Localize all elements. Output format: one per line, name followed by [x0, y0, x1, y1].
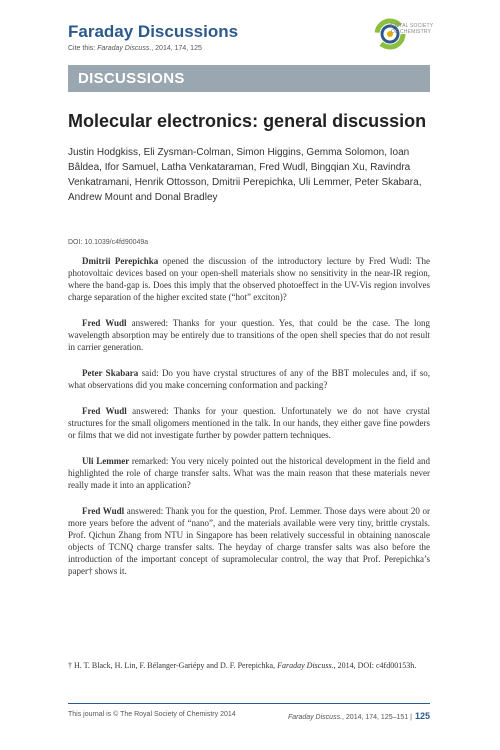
cite-rest: , 2014, 174, 125 [151, 45, 202, 52]
footer-divider [68, 703, 430, 704]
paragraph [68, 255, 430, 303]
footnote-rest: , 2014, DOI: c4fd00153h. [333, 661, 417, 670]
footer-separator: | [410, 714, 412, 721]
paragraph [68, 405, 430, 441]
paragraph-text: remarked: You very nicely pointed out the historical development in the field and highlighted the role of charge transfer salts. What was the main reason that these materials never really made it into an application? [68, 456, 430, 490]
speaker: Dmitrii Perepichka [82, 256, 159, 266]
cite-prefix: Cite this: [68, 45, 96, 52]
speaker: Fred Wudl [82, 506, 125, 516]
paragraph-text: answered: Thanks for your question. Yes, that could be the case. The long wavelength absorption may be entirely due to transitions of the open shell species that do not result in carrier generation. [68, 318, 430, 352]
logo-text-line2: OF CHEMISTRY [391, 29, 432, 35]
doi: DOI: 10.1039/c4fd90049a [68, 239, 149, 246]
cite-journal: Faraday Discuss. [97, 45, 152, 52]
paragraph-text: opened the discussion of the introductory lecture by Fred Wudl: The photovoltaic devices based on your open-shell materials show no sensitivity in the near-IR region, where the band-gap is. Does this imply that the observed photoeffect in the UV-Vis region involves charge separation of the higher excited state (“hot” exciton)? [68, 256, 430, 302]
article-title: Molecular electronics: general discussion [68, 111, 427, 131]
page-number: 125 [414, 711, 430, 721]
section-banner [68, 65, 430, 92]
page-footer [68, 711, 430, 721]
banner-label: DISCUSSIONS [78, 70, 185, 87]
footnote-journal: Faraday Discuss. [277, 661, 334, 670]
paragraph [68, 505, 430, 577]
paragraph-text: answered: Thank you for the question, Prof. Lemmer. Those days were about 20 or more years before the advent of “nano”, and the materials available were very tiny, brittle crystals. Prof. Qichun Zhang from NTU in Singapore has been relatively successful in obtaining nanoscale objects of TCNQ charge transfer salts. The heyday of charge transfer salts was also before the introduction of the important concept of supramolecular control, the way that Prof. Perepichka’s paper† shows it. [68, 506, 430, 576]
speaker: Fred Wudl [82, 406, 127, 416]
footnote-prefix: † H. T. Black, H. Lin, F. Bélanger-Gariépy and D. F. Perepichka, [68, 661, 278, 670]
speaker: Fred Wudl [82, 318, 127, 328]
article-body [68, 255, 430, 591]
footer-citation: , 2014, 174, 125–151 [342, 714, 409, 721]
footer-copyright: This journal is © The Royal Society of Chemistry 2014 [68, 711, 236, 718]
citation-line [68, 45, 202, 52]
footnote [68, 660, 430, 671]
logo-text-line1: ROYAL SOCIETY [391, 23, 434, 29]
speaker: Uli Lemmer [82, 456, 130, 466]
logo-text [391, 23, 433, 35]
paragraph [68, 455, 430, 491]
author-list: Justin Hodgkiss, Eli Zysman-Colman, Simon Higgins, Gemma Solomon, Ioan Bâldea, Ifor Samuel, Latha Venkataraman, Fred Wudl, Bingqian Xu, Ravindra Venkatramani, Henrik Ottosson, Dmitrii Perepichka, Uli Lemmer, Peter Skabara, Andrew Mount and Donal Bradley [68, 147, 422, 203]
paragraph-text: answered: Thanks for your question. Unfortunately we do not have crystal structures for the small oligomers mentioned in the talk. In our hands, they either gave fine powders or films that we did not investigate further by powder pattern techniques. [68, 406, 431, 440]
journal-name: Faraday Discussions [68, 22, 239, 41]
speaker: Peter Skabara [82, 368, 139, 378]
paragraph [68, 317, 430, 353]
footer-right [288, 711, 430, 721]
paragraph [68, 367, 430, 391]
footer-journal: Faraday Discuss. [287, 714, 343, 721]
paragraph-text: said: Do you have crystal structures of any of the BBT molecules and, if so, what observations did you make concerning conformation and packing? [68, 368, 430, 390]
